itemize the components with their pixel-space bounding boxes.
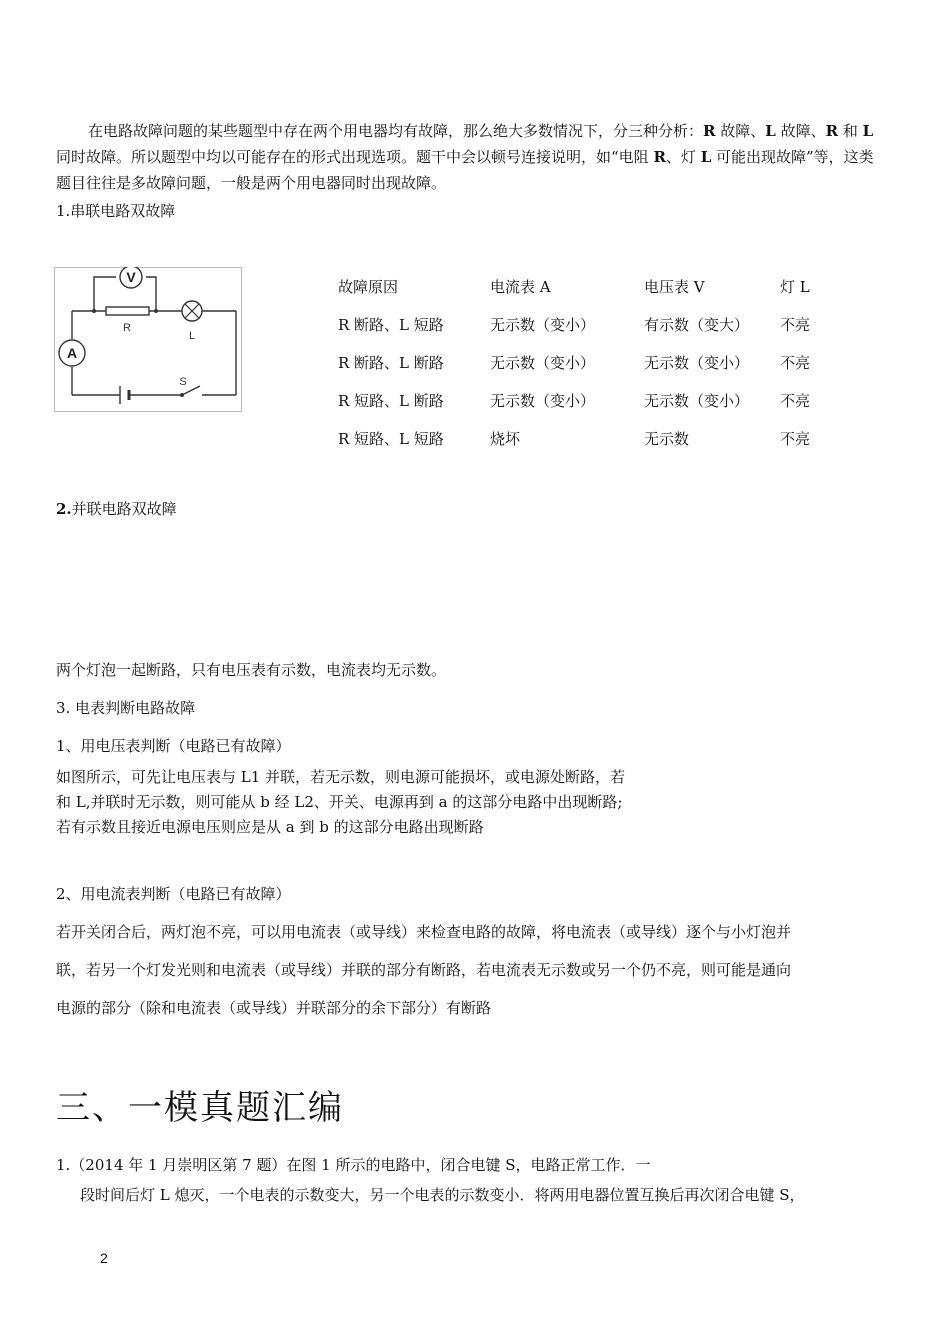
intro-seg: L <box>700 148 712 166</box>
sub2-line: 若开关闭合后，两灯泡不亮，可以用电流表（或导线）来检查电路的故障，将电流表（或导线）逐个与小灯泡并 <box>56 923 792 941</box>
question-line: 段时间后灯 L 熄灭，一个电表的示数变大，另一个电表的示数变小．将两用电器位置互换后再次闭合电键 S， <box>80 1186 805 1204</box>
section2-text: 并联电路双故障 <box>71 500 177 518</box>
intro-paragraph <box>56 118 888 196</box>
table-cell: 不亮 <box>780 316 811 334</box>
table-cell: 无示数（变小） <box>644 354 750 372</box>
intro-seg: 故障、 <box>775 122 826 140</box>
section2-number: 2. <box>56 500 72 518</box>
table-header-cell: 电流表 A <box>490 278 551 296</box>
intro-seg: 同时故障。所以题型中均以可能存在的形式出现选项。题干中会以顿号连接说明，如“电阻 <box>56 148 654 166</box>
table-cell: 无示数（变小） <box>490 354 596 372</box>
table-header-cell: 灯 L <box>780 278 810 296</box>
intro-seg: 和 <box>838 122 863 140</box>
resistor-label: R <box>123 322 131 334</box>
table-cell: 无示数（变小） <box>490 316 596 334</box>
intro-seg: R <box>825 122 839 140</box>
intro-seg: L <box>765 122 776 140</box>
question-line: 1.（2014 年 1 月崇明区第 7 题）在图 1 所示的电路中，闭合电键 S，电路正常工作．一 <box>56 1156 651 1174</box>
table-cell: 无示数（变小） <box>644 392 750 410</box>
sub2-line: 联，若另一个灯发光则和电流表（或导线）并联的部分有断路，若电流表无示数或另一个仍不亮，则可能是通向 <box>56 961 792 979</box>
lamp-label: L <box>188 330 196 342</box>
section3-title: 3. 电表判断电路故障 <box>56 699 196 717</box>
sub1-line: 如图所示，可先让电压表与 L1 并联，若无示数，则电源可能损坏，或电源处断路，若 <box>56 768 626 786</box>
table-cell: 不亮 <box>780 392 811 410</box>
series-circuit-diagram <box>54 267 242 412</box>
intro-seg: L <box>862 122 874 140</box>
table-header-cell: 故障原因 <box>338 278 399 296</box>
table-cell: 不亮 <box>780 354 811 372</box>
section2-title <box>56 500 177 518</box>
intro-seg: 、灯 <box>665 148 701 166</box>
sub1-line: 和 L,并联时无示数，则可能从 b 经 L2、开关、电源再到 a 的这部分电路中出现断路; <box>56 793 623 811</box>
table-cell: 不亮 <box>780 430 811 448</box>
parallel-note: 两个灯泡一起断路，只有电压表有示数，电流表均无示数。 <box>56 661 447 679</box>
voltmeter-label: V <box>126 269 136 285</box>
table-header-cell: 电压表 V <box>644 278 705 296</box>
intro-seg: 可能出现故障”等，这类题目往往是多故障问题，一般是两个用电器同时出现故障。 <box>56 148 874 192</box>
table-cell: R 短路、L 短路 <box>338 430 444 448</box>
section1-title: 1.串联电路双故障 <box>56 202 176 220</box>
intro-seg: R <box>653 148 666 166</box>
section-heading: 三、一模真题汇编 <box>56 1088 344 1128</box>
table-cell: 无示数 <box>644 430 690 448</box>
table-cell: 有示数（变大） <box>644 316 750 334</box>
intro-seg: 在电路故障问题的某些题型中存在两个用电器均有故障，那么绝大多数情况下，分三种分析： <box>88 122 704 140</box>
sub2-title: 2、用电流表判断（电路已有故障） <box>56 885 291 903</box>
table-cell: R 断路、L 断路 <box>338 354 444 372</box>
ammeter-label: A <box>66 345 78 361</box>
sub1-title: 1、用电压表判断（电路已有故障） <box>56 737 291 755</box>
switch-label: S <box>179 376 187 388</box>
table-cell: R 断路、L 短路 <box>338 316 444 334</box>
intro-seg: R <box>703 122 716 140</box>
page-number: 2 <box>100 1250 108 1266</box>
sub2-line: 电源的部分（除和电流表（或导线）并联部分的余下部分）有断路 <box>56 999 492 1017</box>
table-cell: 无示数（变小） <box>490 392 596 410</box>
table-cell: R 短路、L 断路 <box>338 392 444 410</box>
table-cell: 烧坏 <box>490 430 521 448</box>
sub1-line: 若有示数且接近电源电压则应是从 a 到 b 的这部分电路出现断路 <box>56 818 484 836</box>
intro-seg: 故障、 <box>715 122 766 140</box>
